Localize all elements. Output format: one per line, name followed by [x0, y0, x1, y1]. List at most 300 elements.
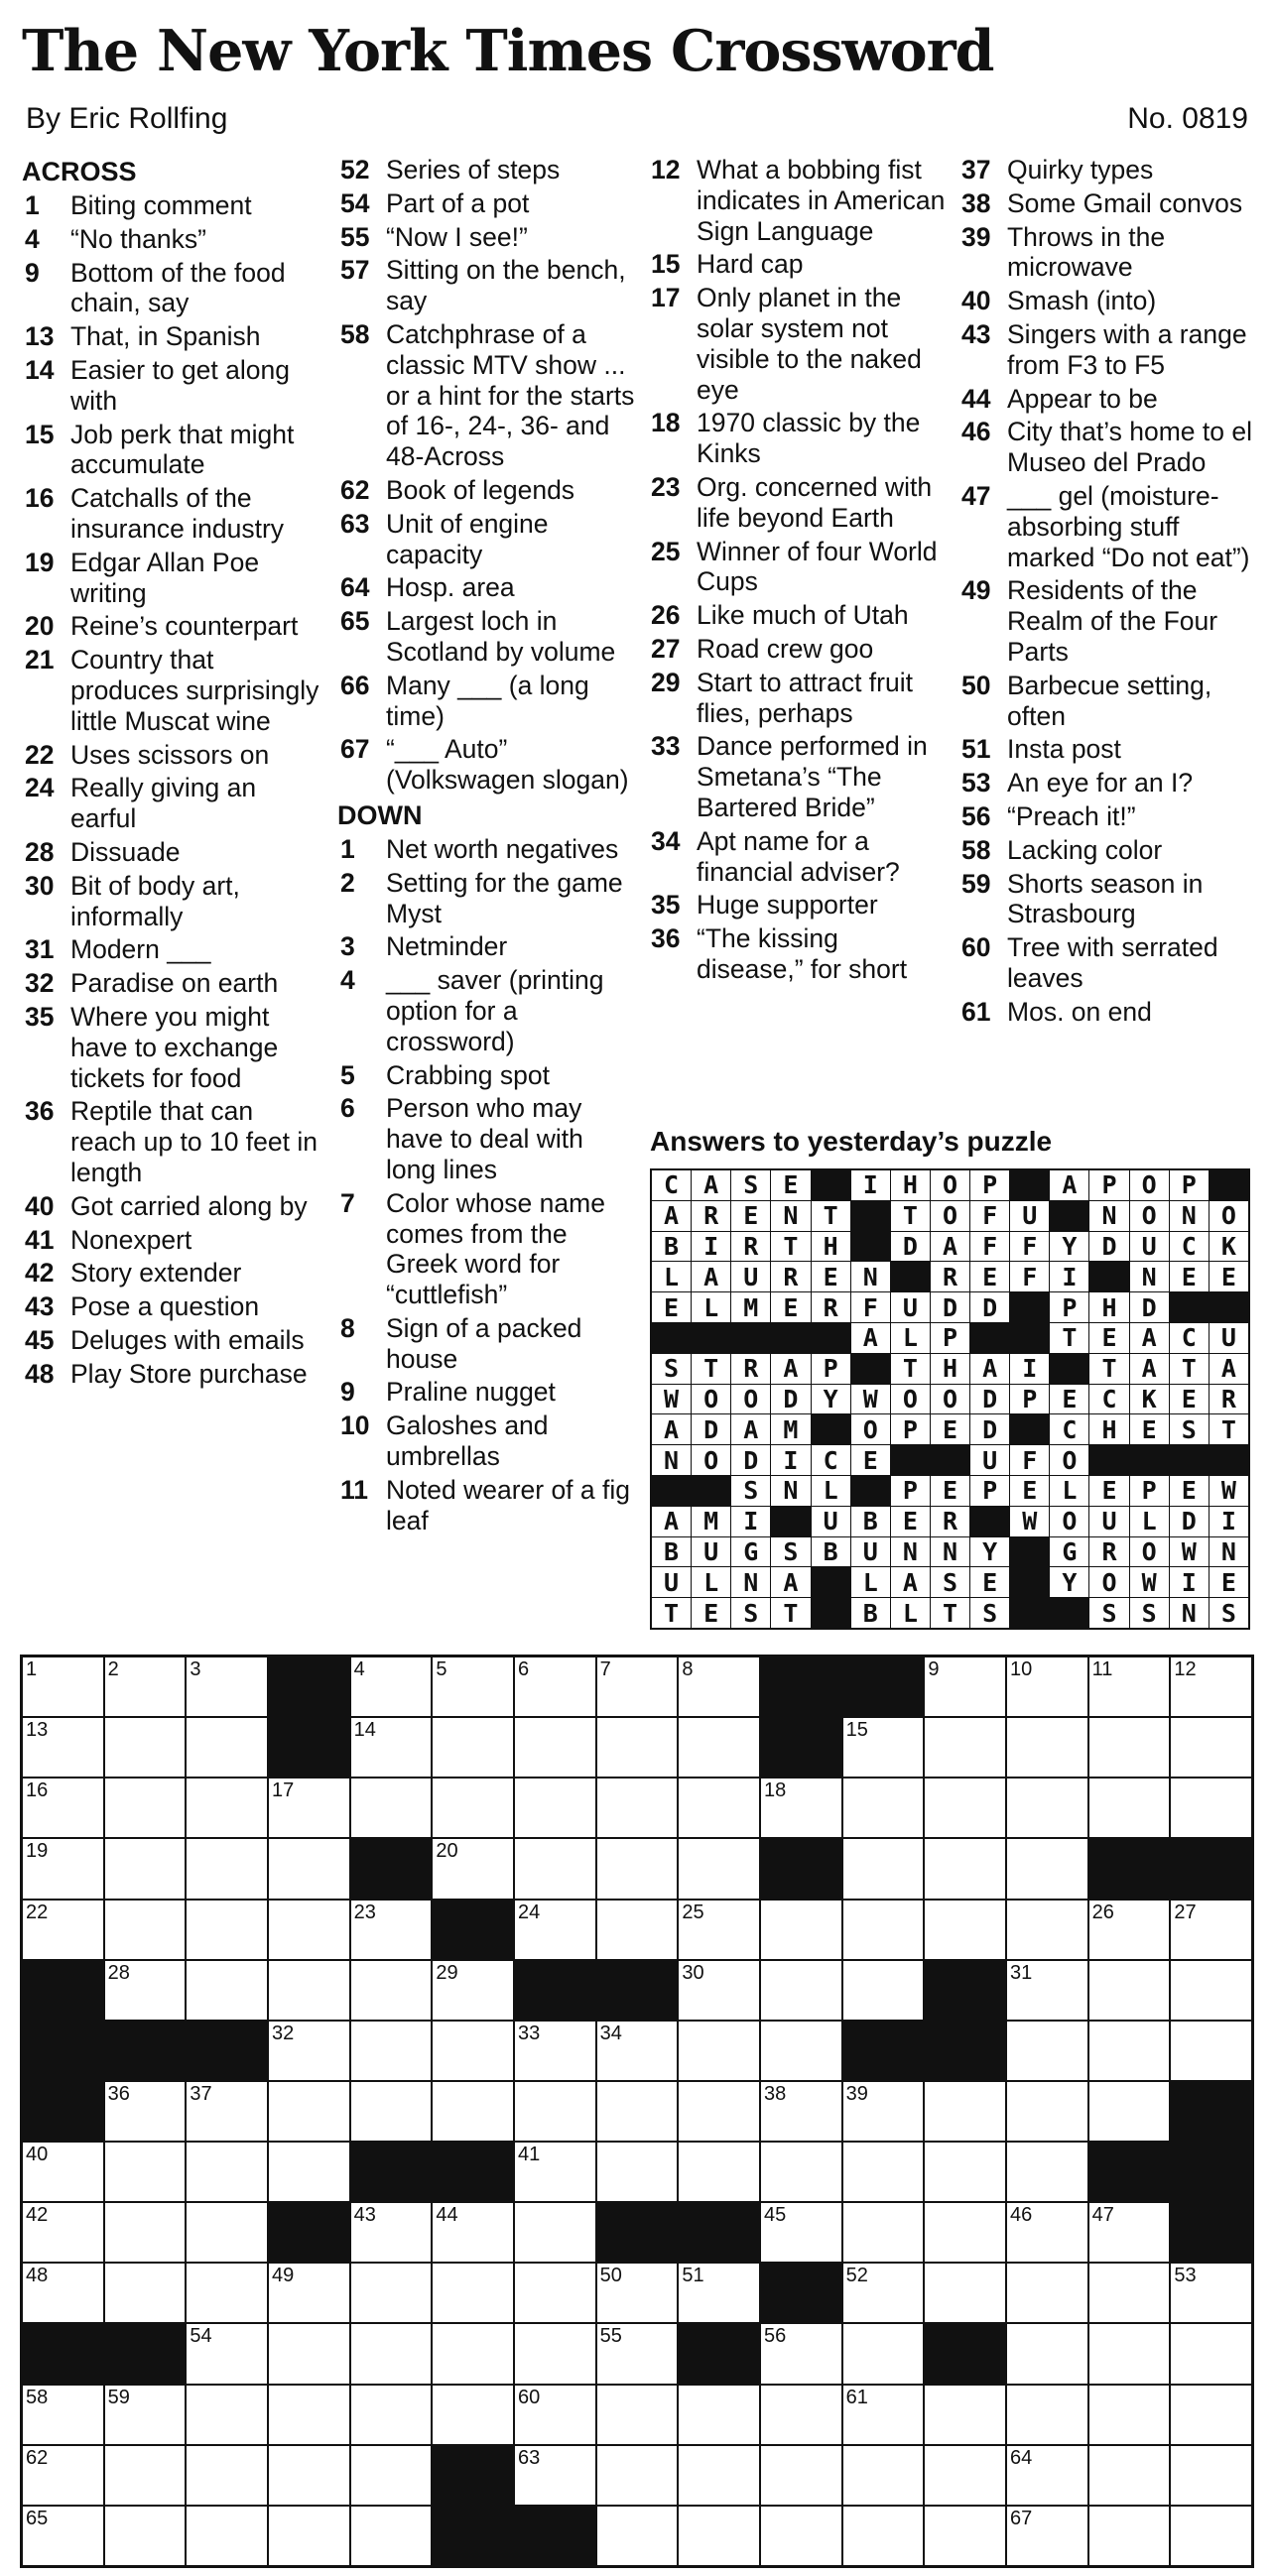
grid-cell[interactable]: [843, 1839, 924, 1898]
grid-cell[interactable]: [187, 2082, 267, 2141]
across-clue[interactable]: [337, 222, 635, 253]
down-clue[interactable]: [337, 1377, 635, 1408]
cell-number: 18: [763, 1779, 787, 1802]
grid-cell[interactable]: [187, 1961, 267, 2020]
across-clue[interactable]: [337, 509, 635, 570]
grid-cell[interactable]: [761, 2507, 841, 2565]
grid-cell[interactable]: [1007, 1839, 1087, 1898]
clue-text: Sign of a packed house: [386, 1312, 582, 1374]
grid-cell[interactable]: [23, 2386, 103, 2444]
grid-cell[interactable]: [1171, 1901, 1251, 1959]
down-clue[interactable]: [958, 997, 1256, 1028]
grid-cell[interactable]: [105, 1718, 186, 1777]
down-clue[interactable]: [958, 286, 1256, 316]
down-clue[interactable]: [958, 417, 1256, 478]
grid-cell[interactable]: [351, 2507, 432, 2565]
grid-cell[interactable]: [515, 2264, 595, 2322]
grid-cell[interactable]: [843, 1779, 924, 1837]
grid-cell[interactable]: [1089, 1961, 1170, 2020]
across-clue[interactable]: [337, 155, 635, 185]
grid-cell[interactable]: [1171, 2264, 1251, 2322]
down-clue[interactable]: [648, 731, 946, 822]
grid-cell[interactable]: [105, 2264, 186, 2322]
grid-cell[interactable]: [433, 2203, 513, 2262]
down-clue[interactable]: [958, 384, 1256, 415]
down-clue[interactable]: [337, 1060, 635, 1091]
answer-cell: E: [731, 1201, 770, 1231]
grid-cell[interactable]: [679, 2446, 759, 2505]
across-clue[interactable]: [22, 1096, 325, 1187]
across-clue[interactable]: [22, 1002, 325, 1093]
down-clue[interactable]: [648, 283, 946, 405]
cell-number: 5: [436, 1658, 447, 1680]
grid-cell[interactable]: [433, 1718, 513, 1777]
grid-cell[interactable]: [679, 1657, 759, 1716]
grid-cell[interactable]: [269, 2386, 349, 2444]
grid-cell[interactable]: [1089, 2324, 1170, 2383]
down-clue[interactable]: [958, 481, 1256, 572]
clue-number: 57: [340, 255, 370, 286]
grid-cell[interactable]: [433, 1657, 513, 1716]
across-clue[interactable]: [337, 319, 635, 472]
down-clue[interactable]: [337, 834, 635, 865]
grid-cell[interactable]: [351, 2264, 432, 2322]
grid-cell[interactable]: [433, 2324, 513, 2383]
down-clue[interactable]: [648, 634, 946, 665]
across-clue[interactable]: [337, 606, 635, 668]
grid-cell[interactable]: [761, 2082, 841, 2141]
down-clue[interactable]: [958, 768, 1256, 798]
grid-cell[interactable]: [515, 2022, 595, 2080]
grid-cell[interactable]: [925, 1901, 1005, 1959]
answer-cell: R: [931, 1507, 969, 1536]
grid-cell[interactable]: [843, 2082, 924, 2141]
grid-cell[interactable]: [1089, 1901, 1170, 1959]
grid-cell[interactable]: [433, 1839, 513, 1898]
grid-cell[interactable]: [351, 2022, 432, 2080]
grid-cell[interactable]: [269, 2143, 349, 2201]
across-clue[interactable]: [337, 671, 635, 732]
grid-cell[interactable]: [351, 2324, 432, 2383]
grid-cell[interactable]: [187, 2264, 267, 2322]
grid-cell[interactable]: [925, 2507, 1005, 2565]
grid-cell[interactable]: [843, 2386, 924, 2444]
grid-cell[interactable]: [187, 1657, 267, 1716]
grid-cell[interactable]: [597, 1839, 678, 1898]
grid-cell[interactable]: [597, 2386, 678, 2444]
down-clue[interactable]: [337, 931, 635, 962]
grid-cell[interactable]: [925, 1718, 1005, 1777]
grid-cell[interactable]: [515, 2324, 595, 2383]
grid-cell[interactable]: [187, 1901, 267, 1959]
down-clue[interactable]: [648, 408, 946, 469]
grid-cell[interactable]: [761, 2022, 841, 2080]
across-clue[interactable]: [22, 355, 325, 417]
grid-cell[interactable]: [105, 2203, 186, 2262]
answer-cell: P: [891, 1476, 930, 1506]
clue-text: “Now I see!”: [386, 221, 528, 252]
grid-cell[interactable]: [269, 2507, 349, 2565]
across-clue[interactable]: [337, 734, 635, 796]
down-clue[interactable]: [958, 932, 1256, 994]
down-clue[interactable]: [648, 826, 946, 888]
grid-cell[interactable]: [269, 2264, 349, 2322]
grid-cell[interactable]: [1089, 2386, 1170, 2444]
grid-cell[interactable]: [925, 2386, 1005, 2444]
across-clue[interactable]: [337, 475, 635, 506]
grid-cell[interactable]: [597, 2143, 678, 2201]
grid-cell[interactable]: [597, 2082, 678, 2141]
grid-cell[interactable]: [515, 2203, 595, 2262]
grid-cell[interactable]: [761, 2324, 841, 2383]
down-clue[interactable]: [648, 155, 946, 246]
grid-cell[interactable]: [269, 1901, 349, 1959]
grid-cell[interactable]: [269, 2324, 349, 2383]
grid-cell[interactable]: [597, 1657, 678, 1716]
grid-cell[interactable]: [1007, 2082, 1087, 2141]
across-clue[interactable]: [22, 837, 325, 868]
grid-cell[interactable]: [679, 2386, 759, 2444]
clue-text: Catchphrase of a classic MTV show ... or a hint for the starts of 16-, 24-, 36- and 48-Across: [386, 318, 635, 472]
across-clue[interactable]: [22, 1191, 325, 1222]
clue-number: 64: [340, 572, 370, 603]
grid-cell[interactable]: [597, 1779, 678, 1837]
cell-number: 53: [1174, 2265, 1197, 2287]
grid-cell[interactable]: [843, 2324, 924, 2383]
grid-cell[interactable]: [925, 2143, 1005, 2201]
grid-cell[interactable]: [761, 2143, 841, 2201]
grid-cell[interactable]: [187, 2507, 267, 2565]
grid-cell[interactable]: [843, 2507, 924, 2565]
grid-cell[interactable]: [187, 2203, 267, 2262]
grid-cell[interactable]: [1171, 2022, 1251, 2080]
across-clue[interactable]: [22, 190, 325, 221]
grid-cell[interactable]: [269, 2446, 349, 2505]
grid-cell[interactable]: [925, 2203, 1005, 2262]
clue-text: Unit of engine capacity: [386, 508, 549, 569]
grid-cell[interactable]: [1171, 1779, 1251, 1837]
grid-cell[interactable]: [1007, 1901, 1087, 1959]
grid-cell[interactable]: [843, 2143, 924, 2201]
grid-cell[interactable]: [925, 1657, 1005, 1716]
clue-number: 35: [651, 890, 681, 920]
grid-cell[interactable]: [679, 2507, 759, 2565]
grid-cell[interactable]: [1007, 2507, 1087, 2565]
grid-cell[interactable]: [515, 1779, 595, 1837]
across-clue[interactable]: [22, 1359, 325, 1390]
across-clue[interactable]: [22, 934, 325, 965]
cell-number: 59: [107, 2386, 130, 2408]
across-clue[interactable]: [22, 483, 325, 545]
grid-cell[interactable]: [433, 1779, 513, 1837]
across-clue[interactable]: [22, 740, 325, 771]
grid-cell[interactable]: [433, 2022, 513, 2080]
grid-cell[interactable]: [433, 2082, 513, 2141]
grid-cell[interactable]: [23, 1839, 103, 1898]
answer-cell: C: [1170, 1323, 1209, 1353]
answer-cell: S: [771, 1537, 810, 1567]
grid-cell[interactable]: [105, 1961, 186, 2020]
grid-cell[interactable]: [925, 1779, 1005, 1837]
across-clue[interactable]: [22, 968, 325, 999]
grid-cell[interactable]: [105, 2446, 186, 2505]
answer-cell: R: [771, 1262, 810, 1291]
down-clue[interactable]: [958, 155, 1256, 185]
grid-cell[interactable]: [105, 2082, 186, 2141]
grid-cell[interactable]: [597, 2022, 678, 2080]
grid-cell[interactable]: [1089, 1657, 1170, 1716]
grid-cell[interactable]: [515, 1839, 595, 1898]
answer-cell: B: [812, 1537, 850, 1567]
clue-text: Book of legends: [386, 474, 575, 505]
grid-cell[interactable]: [515, 2143, 595, 2201]
grid-cell[interactable]: [23, 2203, 103, 2262]
grid-cell[interactable]: [1007, 1718, 1087, 1777]
grid-cell[interactable]: [23, 2143, 103, 2201]
grid-cell[interactable]: [1007, 2446, 1087, 2505]
grid-cell[interactable]: [23, 1779, 103, 1837]
grid-cell[interactable]: [1171, 1718, 1251, 1777]
grid-cell[interactable]: [187, 2324, 267, 2383]
down-clue[interactable]: [958, 869, 1256, 930]
grid-cell[interactable]: [105, 1657, 186, 1716]
answer-cell: E: [970, 1567, 1009, 1597]
crossword-grid[interactable]: [20, 1655, 1254, 2568]
grid-cell[interactable]: [761, 2386, 841, 2444]
down-clue[interactable]: [958, 671, 1256, 732]
grid-cell[interactable]: [679, 2143, 759, 2201]
clue-text: “___ Auto” (Volkswagen slogan): [386, 734, 629, 796]
across-clue[interactable]: [22, 224, 325, 255]
grid-cell[interactable]: [105, 2386, 186, 2444]
grid-cell[interactable]: [351, 2446, 432, 2505]
grid-cell[interactable]: [433, 1961, 513, 2020]
grid-cell[interactable]: [761, 2203, 841, 2262]
across-clue[interactable]: [337, 255, 635, 316]
grid-cell[interactable]: [843, 1961, 924, 2020]
grid-cell[interactable]: [1171, 1657, 1251, 1716]
grid-cell[interactable]: [597, 2507, 678, 2565]
grid-cell[interactable]: [351, 1718, 432, 1777]
grid-cell[interactable]: [679, 1779, 759, 1837]
across-clue[interactable]: [22, 1225, 325, 1256]
grid-cell[interactable]: [1171, 2507, 1251, 2565]
grid-cell[interactable]: [187, 1779, 267, 1837]
clue-number: 3: [340, 931, 355, 962]
grid-cell[interactable]: [351, 1961, 432, 2020]
grid-cell[interactable]: [925, 2264, 1005, 2322]
grid-cell[interactable]: [1089, 2082, 1170, 2141]
grid-cell[interactable]: [1007, 1779, 1087, 1837]
down-clue[interactable]: [958, 222, 1256, 284]
grid-cell[interactable]: [1007, 2143, 1087, 2201]
down-clue[interactable]: [337, 1188, 635, 1310]
cell-number: 67: [1009, 2507, 1033, 2529]
down-clue[interactable]: [648, 249, 946, 280]
clue-number: 49: [961, 575, 991, 606]
grid-cell[interactable]: [597, 2264, 678, 2322]
grid-cell[interactable]: [515, 2082, 595, 2141]
grid-cell[interactable]: [597, 2446, 678, 2505]
grid-cell[interactable]: [187, 1718, 267, 1777]
grid-cell[interactable]: [1089, 2022, 1170, 2080]
down-clue[interactable]: [337, 868, 635, 929]
grid-cell[interactable]: [1089, 2446, 1170, 2505]
grid-cell[interactable]: [925, 2082, 1005, 2141]
across-clue[interactable]: [22, 258, 325, 319]
across-clue[interactable]: [22, 1325, 325, 1356]
grid-cell[interactable]: [1089, 2507, 1170, 2565]
grid-cell[interactable]: [269, 1961, 349, 2020]
down-clue[interactable]: [958, 835, 1256, 866]
down-clue[interactable]: [958, 188, 1256, 219]
down-clue[interactable]: [958, 734, 1256, 765]
grid-cell[interactable]: [1007, 2022, 1087, 2080]
grid-cell[interactable]: [351, 2082, 432, 2141]
grid-cell[interactable]: [105, 2143, 186, 2201]
grid-cell[interactable]: [597, 1718, 678, 1777]
grid-cell[interactable]: [843, 1718, 924, 1777]
across-clue[interactable]: [337, 572, 635, 603]
across-clue[interactable]: [337, 188, 635, 219]
grid-cell[interactable]: [351, 1901, 432, 1959]
grid-cell[interactable]: [843, 2264, 924, 2322]
down-clue[interactable]: [648, 668, 946, 729]
down-clue[interactable]: [958, 319, 1256, 381]
grid-cell[interactable]: [1171, 2386, 1251, 2444]
answer-cell: S: [1170, 1414, 1209, 1444]
across-clue[interactable]: [22, 871, 325, 932]
grid-cell[interactable]: [1007, 2203, 1087, 2262]
grid-cell[interactable]: [23, 2264, 103, 2322]
grid-cell[interactable]: [105, 2507, 186, 2565]
grid-cell[interactable]: [187, 2446, 267, 2505]
grid-cell[interactable]: [105, 1839, 186, 1898]
grid-cell[interactable]: [1007, 2324, 1087, 2383]
grid-cell[interactable]: [761, 1961, 841, 2020]
answer-cell: N: [851, 1262, 890, 1291]
grid-cell[interactable]: [187, 1839, 267, 1898]
grid-cell[interactable]: [1089, 1718, 1170, 1777]
across-clue[interactable]: [22, 611, 325, 642]
down-clue[interactable]: [337, 1093, 635, 1184]
down-clue[interactable]: [648, 537, 946, 598]
down-clue[interactable]: [648, 890, 946, 920]
answer-cell: N: [1170, 1598, 1209, 1628]
grid-cell[interactable]: [597, 2324, 678, 2383]
grid-cell[interactable]: [1007, 1961, 1087, 2020]
down-clue[interactable]: [337, 1475, 635, 1536]
grid-cell[interactable]: [843, 2446, 924, 2505]
grid-cell[interactable]: [679, 2022, 759, 2080]
grid-cell[interactable]: [1007, 2264, 1087, 2322]
grid-cell[interactable]: [23, 1718, 103, 1777]
across-clue[interactable]: [22, 645, 325, 736]
grid-cell[interactable]: [23, 2507, 103, 2565]
grid-cell[interactable]: [187, 2386, 267, 2444]
cell-number: 9: [928, 1658, 940, 1680]
grid-cell[interactable]: [761, 1901, 841, 1959]
grid-cell[interactable]: [1089, 2203, 1170, 2262]
grid-cell[interactable]: [23, 1657, 103, 1716]
down-clue[interactable]: [648, 600, 946, 631]
grid-cell[interactable]: [433, 2386, 513, 2444]
grid-cell[interactable]: [679, 1961, 759, 2020]
across-clue[interactable]: [22, 548, 325, 609]
grid-cell[interactable]: [515, 1718, 595, 1777]
across-clue[interactable]: [22, 1291, 325, 1322]
grid-cell[interactable]: [269, 2082, 349, 2141]
grid-cell[interactable]: [761, 2446, 841, 2505]
down-clue[interactable]: [648, 472, 946, 534]
grid-cell[interactable]: [1171, 2446, 1251, 2505]
answer-cell: C: [1050, 1414, 1088, 1444]
cell-number: 8: [682, 1658, 694, 1680]
grid-cell[interactable]: [679, 1901, 759, 1959]
grid-cell[interactable]: [1007, 2386, 1087, 2444]
grid-cell[interactable]: [515, 1657, 595, 1716]
grid-cell[interactable]: [105, 1779, 186, 1837]
grid-cell[interactable]: [679, 2082, 759, 2141]
grid-cell[interactable]: [1171, 2324, 1251, 2383]
across-clue[interactable]: [22, 1258, 325, 1288]
grid-cell[interactable]: [679, 2264, 759, 2322]
grid-cell[interactable]: [1089, 1779, 1170, 1837]
grid-cell[interactable]: [1171, 1961, 1251, 2020]
grid-cell[interactable]: [515, 1901, 595, 1959]
across-clue[interactable]: [22, 420, 325, 481]
grid-cell[interactable]: [23, 1901, 103, 1959]
grid-cell[interactable]: [351, 2386, 432, 2444]
down-clue[interactable]: [958, 801, 1256, 832]
answer-cell: A: [731, 1414, 770, 1444]
grid-cell[interactable]: [515, 2386, 595, 2444]
grid-cell[interactable]: [925, 2446, 1005, 2505]
clue-number: 47: [961, 480, 991, 511]
down-clue[interactable]: [337, 965, 635, 1056]
answer-cell: P: [1170, 1170, 1209, 1200]
grid-cell[interactable]: [1089, 2264, 1170, 2322]
grid-cell[interactable]: [925, 1839, 1005, 1898]
grid-cell[interactable]: [761, 1779, 841, 1837]
grid-cell[interactable]: [105, 1901, 186, 1959]
grid-cell[interactable]: [23, 2446, 103, 2505]
grid-cell[interactable]: [843, 2203, 924, 2262]
grid-cell[interactable]: [679, 1839, 759, 1898]
across-clue[interactable]: [22, 321, 325, 352]
across-clue[interactable]: [22, 773, 325, 834]
grid-cell[interactable]: [597, 1901, 678, 1959]
grid-cell[interactable]: [187, 2143, 267, 2201]
grid-cell[interactable]: [433, 2264, 513, 2322]
grid-cell[interactable]: [269, 2022, 349, 2080]
grid-cell[interactable]: [351, 1657, 432, 1716]
down-clue[interactable]: [337, 1313, 635, 1375]
grid-cell[interactable]: [679, 1718, 759, 1777]
down-clue[interactable]: [958, 575, 1256, 667]
down-clue[interactable]: [648, 923, 946, 985]
grid-cell[interactable]: [269, 1779, 349, 1837]
grid-cell[interactable]: [843, 1901, 924, 1959]
down-clue[interactable]: [337, 1411, 635, 1472]
grid-cell[interactable]: [351, 1779, 432, 1837]
grid-cell[interactable]: [269, 1839, 349, 1898]
grid-cell[interactable]: [1007, 1657, 1087, 1716]
grid-cell[interactable]: [515, 2446, 595, 2505]
answer-cell: I: [1050, 1262, 1088, 1291]
grid-cell[interactable]: [351, 2203, 432, 2262]
clue-number: 9: [25, 257, 40, 288]
